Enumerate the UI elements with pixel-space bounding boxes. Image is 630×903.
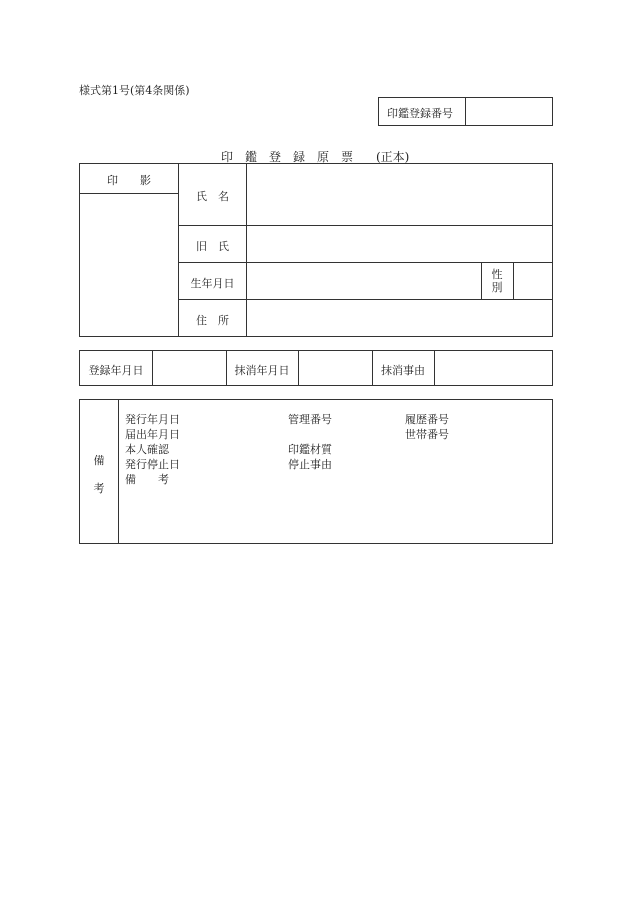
name-label: 氏 名 [196,190,229,203]
form-number: 様式第1号(第4条関係) [79,84,190,97]
copy-type: (正本) [376,150,410,164]
notification-date-label: 届出年月日 [125,428,180,441]
cancelled-date-field[interactable] [301,354,369,382]
registration-number-box [378,97,553,126]
cancel-reason-field[interactable] [437,354,550,382]
former-name-label: 旧 氏 [196,240,229,253]
gender-field[interactable] [516,266,550,296]
dates-row [79,350,553,386]
seal-impression-area[interactable] [82,195,176,335]
gender-label-line2: 別 [491,281,503,294]
remarks-box [79,399,553,544]
cancelled-date-label: 抹消年月日 [234,364,290,377]
former-name-field[interactable] [250,229,548,259]
history-number-label: 履歴番号 [405,413,449,426]
seal-impression-label: 印 影 [107,174,151,187]
cancel-reason-label: 抹消事由 [381,364,425,377]
birthdate-label: 生年月日 [190,277,235,290]
issue-stop-date-label: 発行停止日 [125,458,180,471]
issue-date-label: 発行年月日 [125,413,180,426]
stop-reason-label: 停止事由 [288,458,332,471]
form-title: 印 鑑 登 録 原 票 [221,150,354,164]
name-field[interactable] [250,168,548,222]
identity-check-label: 本人確認 [125,443,169,456]
gender-label-line1: 性 [491,268,503,281]
birthdate-field[interactable] [250,266,476,296]
registered-date-field[interactable] [155,354,223,382]
remarks-side-label-2: 考 [93,482,105,495]
remarks-label: 備 考 [125,473,169,486]
registered-date-label: 登録年月日 [88,364,144,377]
seal-material-label: 印鑑材質 [288,443,332,456]
household-number-label: 世帯番号 [405,428,449,441]
registration-number-label: 印鑑登録番号 [387,107,453,120]
gender-label [481,268,513,294]
main-table [79,163,553,337]
remarks-side-label-1: 備 [93,454,105,467]
management-number-label: 管理番号 [288,413,332,426]
address-label: 住 所 [196,314,229,327]
address-field[interactable] [250,303,548,333]
